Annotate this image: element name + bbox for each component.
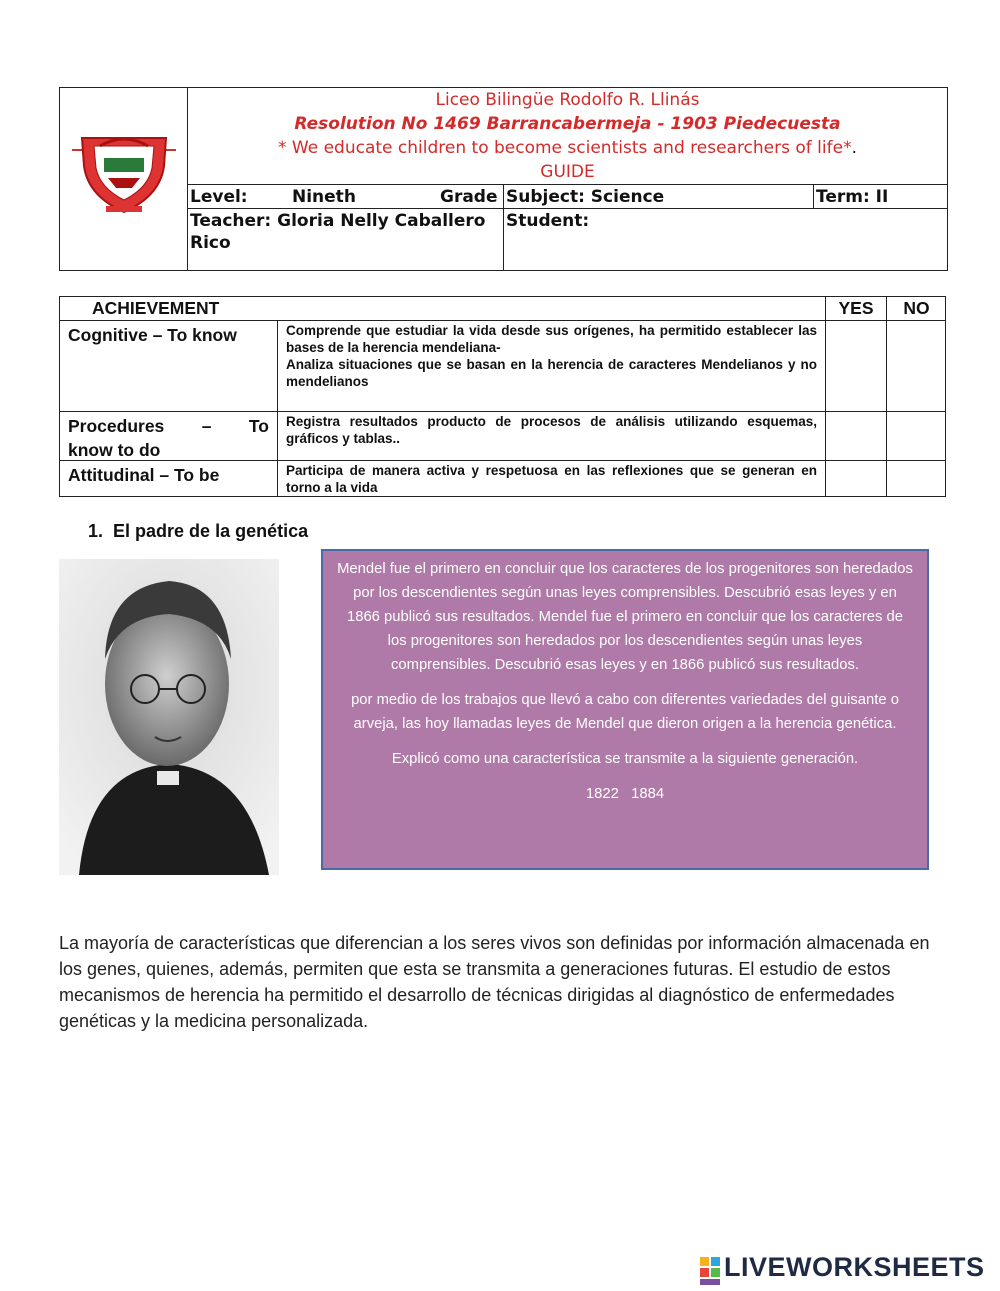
- row-text: [278, 321, 826, 411]
- section-title: [88, 521, 308, 542]
- row-text-1: Comprende que estudiar la vida desde sus orígenes, ha permitido establecer las bases de la herencia mendeliana-: [286, 323, 817, 355]
- school-name: Liceo Bilingüe Rodolfo R. Llinás: [435, 90, 700, 110]
- row-label: Attitudinal – To be: [60, 461, 278, 497]
- grade-label: Grade: [440, 187, 498, 207]
- motto-line: [188, 136, 947, 160]
- row-label-dash: –: [201, 416, 212, 436]
- no-header: NO: [903, 298, 930, 318]
- motto-text: * We educate children to become scientists and researchers of life*: [278, 138, 852, 158]
- yes-check-cell[interactable]: [826, 461, 887, 497]
- teacher-line-1: Teacher: Gloria Nelly Caballero: [190, 211, 486, 231]
- achievement-header-row: [60, 297, 945, 321]
- mendel-years: 1822 1884: [585, 786, 665, 802]
- term-cell: Term: II: [816, 187, 889, 207]
- no-check-cell[interactable]: [887, 321, 946, 411]
- liveworksheets-watermark: LIVEWORKSHEETS: [724, 1252, 985, 1282]
- achievement-title: ACHIEVEMENT: [60, 297, 826, 320]
- achievement-table: [59, 296, 946, 497]
- teacher-row: [188, 209, 947, 270]
- header-table: [59, 87, 948, 271]
- student-cell: Student:: [506, 211, 590, 231]
- yes-check-cell[interactable]: [826, 321, 887, 411]
- mendel-info-box: [321, 549, 929, 870]
- mendel-paragraph-1: Mendel fue el primero en concluir que los caracteres de los progenitores son heredados por los descendientes según unas leyes comprensibles. Descubrió esas leyes y en 1866 publicó sus resultados. Mendel fue el primero en concluir que los caracteres de los progenitores son heredados por los descendientes según unas leyes comprensibles. Descubrió esas leyes y en 1866 publicó sus resultados.: [337, 561, 913, 673]
- section-title-text: El padre de la genética: [113, 521, 309, 541]
- level-cell: [188, 185, 504, 208]
- school-crest-icon: [60, 88, 188, 270]
- subject-cell: Subject: Science: [504, 185, 814, 208]
- teacher-cell: [188, 209, 504, 270]
- logo-cell: [60, 88, 188, 270]
- body-paragraph: La mayoría de características que diferencian a los seres vivos son definidas por información almacenada en los genes, quienes, además, permiten que esta se transmita a generaciones futuras. El estudio de estos mecanismos de herencia ha permitido el desarrollo de técnicas dirigidas al diagnóstico de enfermedades genéticas y la medicina personalizada.: [59, 933, 930, 1031]
- row-label-b: To: [248, 416, 269, 436]
- table-row: [60, 461, 945, 497]
- no-check-cell[interactable]: [887, 461, 946, 497]
- row-label-c: know to do: [68, 440, 161, 460]
- level-value: Nineth: [292, 187, 356, 207]
- row-label: Cognitive – To know: [60, 321, 278, 411]
- liveworksheets-logo-icon: [698, 1255, 722, 1287]
- row-text: Registra resultados producto de procesos de análisis utilizando esquemas, gráficos y tablas..: [278, 412, 826, 460]
- row-text: Participa de manera activa y respetuosa en las reflexiones que se generan en torno a la vida: [278, 461, 826, 497]
- mendel-portrait: [59, 559, 279, 875]
- table-row: [60, 321, 945, 412]
- resolution-line: Resolution No 1469 Barrancabermeja - 1903 Piedecuesta: [294, 114, 841, 134]
- no-check-cell[interactable]: [887, 412, 946, 460]
- row-label-a: Procedures: [68, 416, 165, 436]
- motto-end: .: [851, 138, 857, 158]
- school-heading: [188, 88, 947, 184]
- guide-label: GUIDE: [540, 162, 595, 182]
- level-label: Level:: [190, 187, 248, 207]
- row-label: [60, 412, 278, 460]
- row-text-2: Analiza situaciones que se basan en la herencia de caracteres Mendelianos y no mendelianos: [286, 357, 817, 389]
- yes-check-cell[interactable]: [826, 412, 887, 460]
- section-number: 1.: [88, 521, 104, 541]
- level-row: [188, 184, 947, 209]
- mendel-paragraph-2: por medio de los trabajos que llevó a cabo con diferentes variedades del guisante o arveja, las hoy llamadas leyes de Mendel que dieron origen a la herencia genética.: [351, 692, 899, 732]
- teacher-line-2: Rico: [190, 233, 231, 253]
- yes-header: YES: [826, 297, 887, 320]
- table-row: [60, 412, 945, 461]
- mendel-paragraph-3: Explicó como una característica se transmite a la siguiente generación.: [391, 751, 859, 767]
